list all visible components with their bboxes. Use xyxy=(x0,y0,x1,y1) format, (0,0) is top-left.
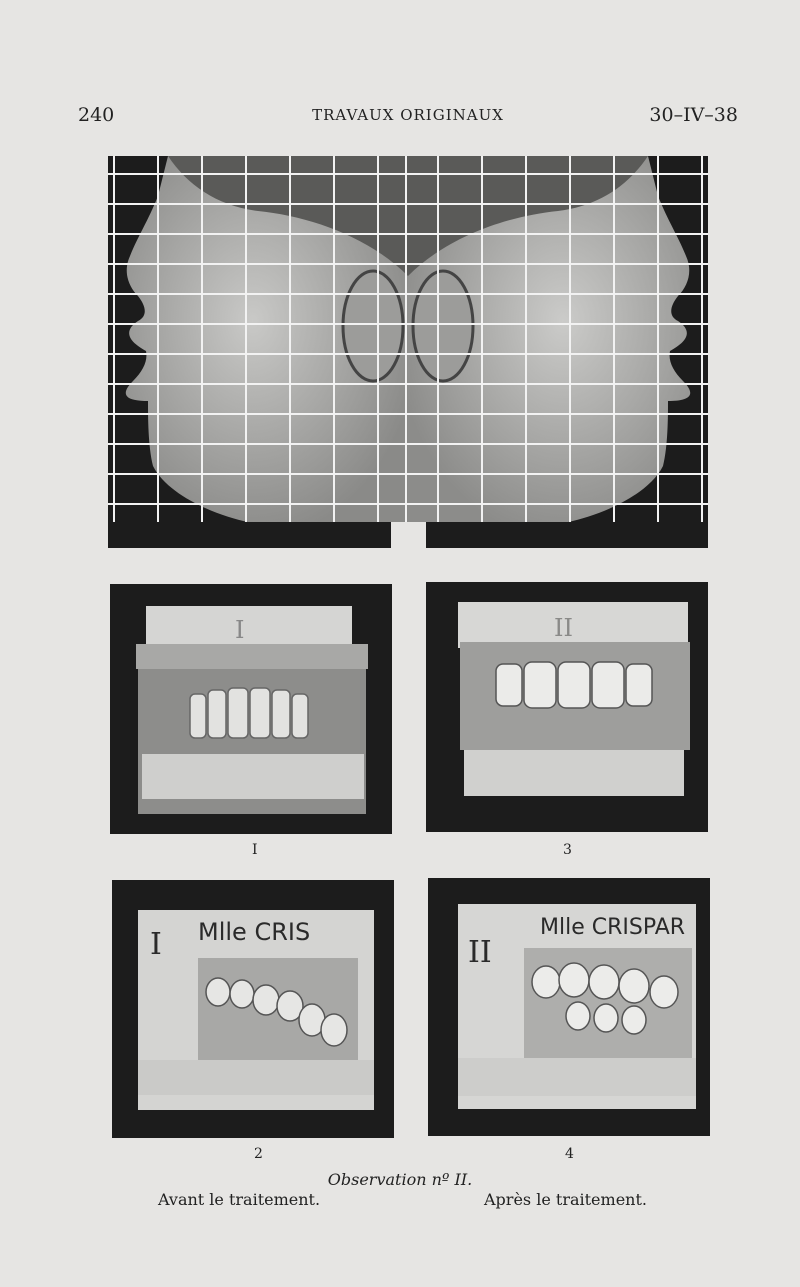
dental-cast-photo-2 xyxy=(112,880,394,1138)
page-number: 240 xyxy=(78,104,115,126)
profile-photograph-grid xyxy=(108,156,708,548)
figure-number-2: 2 xyxy=(254,1146,263,1162)
dental-cast-photo-4 xyxy=(428,878,710,1136)
cast-label-2: I xyxy=(150,927,162,962)
profile-illustration xyxy=(108,156,708,548)
dental-cast-photo-1 xyxy=(110,584,392,834)
dental-cast-photo-3 xyxy=(426,582,708,832)
figure-number-3: 3 xyxy=(563,842,572,858)
observation-title: Observation nº II. xyxy=(327,1170,473,1189)
caption-before-treatment: Avant le traitement. xyxy=(158,1190,321,1209)
page-header xyxy=(78,104,738,134)
running-title: TRAVAUX ORIGINAUX xyxy=(312,106,504,124)
caption-after-treatment: Après le traitement. xyxy=(484,1190,647,1209)
cast-label-1: I xyxy=(235,616,245,644)
figure-number-4: 4 xyxy=(565,1146,574,1162)
figure-number-1: I xyxy=(252,842,258,858)
cast-label-4: II xyxy=(468,935,492,970)
cast-label-3: II xyxy=(554,614,573,642)
cast-inscription-4: Mlle CRISPAR xyxy=(540,915,686,940)
cast-inscription-2: Mlle CRIS xyxy=(198,918,311,946)
issue-date: 30–IV–38 xyxy=(649,104,738,126)
